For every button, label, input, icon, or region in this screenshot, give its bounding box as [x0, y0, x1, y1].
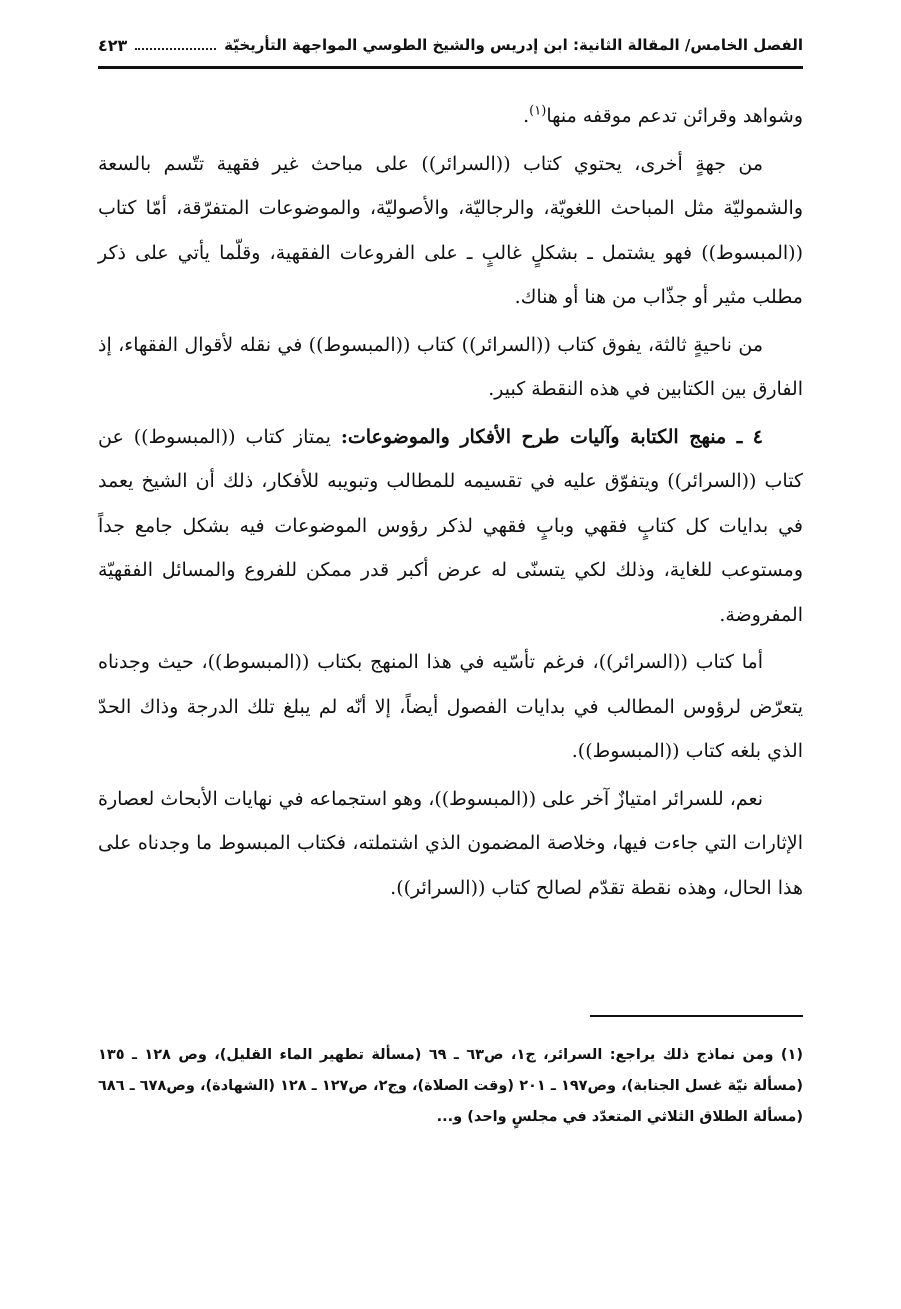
- header-title: الفصل الخامس/ المقالة الثانية: ابن إدريس والشيخ الطوسي المواجهة التأريخيّة: [224, 36, 803, 54]
- paragraph-4: [98, 415, 803, 638]
- paragraph-5: أما كتاب ((السرائر))، فرغم تأسّيه في هذا المنهج بكتاب ((المبسوط))، حيث وجدناه يتعرّض لرؤوس المطالب في بدايات الفصول أيضاً، إلا أنّه لم يبلغ تلك الدرجة وذاك الحدّ الذي بلغه كتاب ((المبسوط)).: [98, 651, 803, 762]
- paragraph-3: من ناحيةٍ ثالثة، يفوق كتاب ((السرائر)) كتاب ((المبسوط)) في نقله لأقوال الفقهاء، إذ الفارق بين الكتابين في هذه النقطة كبير.: [98, 333, 803, 400]
- footnote-reference: (١): [529, 103, 547, 119]
- paragraph-1-end: .: [523, 105, 530, 127]
- header-rule: [98, 66, 803, 69]
- footnote-1: (١) ومن نماذج ذلك يراجع: السرائر، ج١، ص٦٣ ـ ٦٩ (مسألة تطهير الماء القليل)، وص ١٢٨ ـ ١٣٥ (مسألة نيّة غسل الجنابة)، وص١٩٧ ـ ٢٠١ (وقت الصلاة)، وج٢، ص١٢٧ ـ ١٢٨ (الشهادة)، وص٦٧٨ ـ ٦٨٦ (مسألة الطلاق الثلاثي المتعدّد في مجلسٍ واحد) و...: [98, 1047, 804, 1125]
- paragraph-1-text: وشواهد وقرائن تدعم موقفه منها: [546, 105, 803, 127]
- paragraph-1: [98, 94, 803, 139]
- paragraph-6: نعم، للسرائر امتيازٌ آخر على ((المبسوط))، وهو استجماعه في نهايات الأبحاث لعصارة الإثارات التي جاءت فيها، وخلاصة المضمون الذي اشتملته، فكتاب المبسوط ما وجدناه على هذا الحال، وهذه نقطة تقدّم لصالح كتاب ((السرائر)).: [98, 787, 803, 899]
- header-leader-dots: [135, 40, 216, 50]
- main-text: [98, 94, 803, 913]
- footnotes: [98, 1040, 803, 1133]
- paragraph-2: من جهةٍ أخرى، يحتوي كتاب ((السرائر)) على مباحث غير فقهية تتّسم بالسعة والشموليّة مثل المباحث اللغويّة، والرجاليّة، والأصوليّة، والموضوعات المتفرّقة، أمّا كتاب ((المبسوط)) فهو يشتمل ـ بشكلٍ غالبٍ ـ على الفروعات الفقهية، وقلّما يأتي على ذكر مطلب مثير أو جذّاب من هنا أو هناك.: [98, 152, 803, 308]
- footnote-separator: [590, 1015, 803, 1017]
- paragraph-4-text: يمتاز كتاب ((المبسوط)) عن كتاب ((السرائر)) ويتفوّق عليه في تقسيمه للمطالب وتبويبه للأفكار، ذلك أن الشيخ يعمد في بدايات كل كتابٍ فقهي وبابٍ فقهي لذكر رؤوس الموضوعات فيه بشكل جامع جداً ومستوعب للغاية، وذلك لكي يتسنّى له عرض أكبر قدر ممكن للفروع والمسائل الفقهيّة المفروضة.: [98, 425, 803, 626]
- running-header: [98, 28, 803, 62]
- page-number: ٤٢٣: [98, 35, 128, 55]
- section-heading-4: ٤ ـ منهج الكتابة وآليات طرح الأفكار والموضوعات:: [340, 425, 764, 448]
